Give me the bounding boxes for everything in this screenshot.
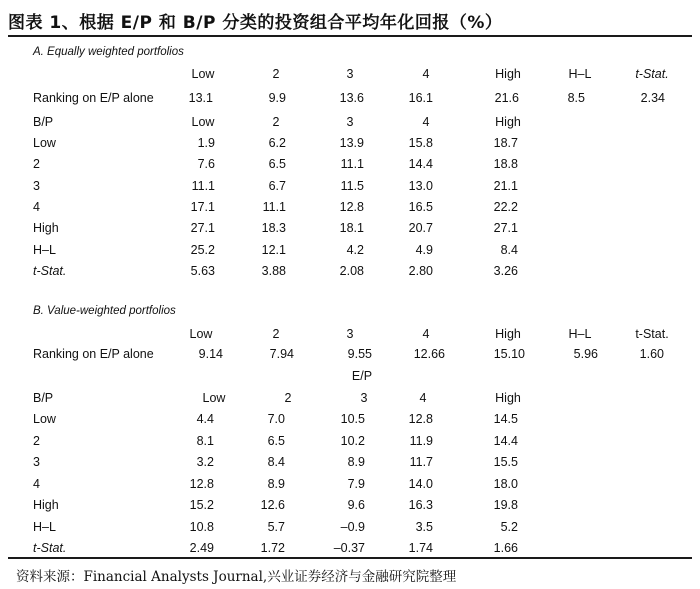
panel-b-row-label: 3 bbox=[33, 455, 40, 469]
panel-a-row-value: 16.5 bbox=[408, 199, 433, 214]
panel-b-row-value: 3.2 bbox=[196, 455, 214, 469]
panel-b-row-value: 6.5 bbox=[267, 433, 285, 448]
panel-b-ranking-value: 9.14 bbox=[198, 347, 223, 361]
panel-b-row-value: 3.5 bbox=[415, 519, 433, 534]
panel-a-row-label: High bbox=[33, 221, 59, 236]
panel-b-bp-header-cell: 4 bbox=[419, 391, 427, 405]
panel-b-row-label: 2 bbox=[33, 433, 40, 448]
panel-b-row-value: 18.0 bbox=[493, 476, 518, 491]
panel-a-row-value: 27.1 bbox=[493, 221, 518, 236]
panel-a-row-value: 12.8 bbox=[339, 199, 364, 214]
panel-b-row-value: 14.0 bbox=[408, 476, 433, 491]
panel-a-title: A. Equally weighted portfolios bbox=[33, 46, 184, 58]
panel-b-row-value: 14.5 bbox=[493, 412, 518, 426]
panel-b-header-cell: 4 bbox=[422, 327, 430, 341]
panel-b-row-value: 12.8 bbox=[189, 476, 214, 491]
panel-b-ranking-value: 7.94 bbox=[269, 347, 294, 361]
source-note: 资料来源：Financial Analysts Journal,兴业证券经济与金融研究院整理 bbox=[16, 569, 457, 585]
panel-a-bp-header-cell: 3 bbox=[346, 115, 354, 129]
panel-b-ranking-value: 12.66 bbox=[413, 347, 445, 361]
panel-b-row-value: 10.2 bbox=[340, 433, 365, 448]
panel-a-ranking-value: 13.1 bbox=[188, 91, 213, 105]
panel-b-row-value: 5.2 bbox=[500, 519, 518, 534]
panel-a-row-value: 7.6 bbox=[197, 157, 215, 172]
panel-a-row-value: 14.4 bbox=[408, 157, 433, 172]
panel-b-bp-header-cell: 3 bbox=[360, 391, 368, 405]
panel-b-row-value: 15.2 bbox=[189, 498, 214, 512]
panel-a-row-value: 3.26 bbox=[493, 263, 518, 278]
panel-a-row-value: 18.8 bbox=[493, 157, 518, 172]
panel-b-row-value: 12.6 bbox=[260, 498, 285, 512]
top-rule bbox=[8, 35, 692, 37]
panel-b-row-value: 11.9 bbox=[409, 433, 433, 448]
panel-a-row-label: 3 bbox=[33, 178, 40, 193]
panel-a-row-value: 21.1 bbox=[493, 178, 518, 193]
panel-b-row-value: 10.5 bbox=[340, 412, 365, 426]
panel-a-row-value: 5.63 bbox=[190, 263, 215, 278]
panel-a-bp-header-cell: 4 bbox=[422, 115, 430, 129]
panel-b-row-value: –0.9 bbox=[340, 519, 365, 534]
panel-b-header-cell: 3 bbox=[346, 327, 354, 341]
panel-a-row-value: 13.0 bbox=[408, 178, 433, 193]
panel-a-row-value: 2.80 bbox=[408, 263, 433, 278]
panel-a-bp-header-cell: Low bbox=[191, 115, 215, 129]
panel-b-row-value: 5.7 bbox=[267, 519, 285, 534]
panel-a-bp-header-cell: High bbox=[495, 115, 521, 129]
panel-a-row-value: 15.8 bbox=[408, 136, 433, 150]
panel-b-row-label: 4 bbox=[33, 476, 40, 491]
panel-b-row-label: H–L bbox=[33, 519, 56, 534]
panel-b-row-value: 8.9 bbox=[267, 476, 285, 491]
panel-a-row-label: 4 bbox=[33, 199, 40, 214]
panel-b-title: B. Value-weighted portfolios bbox=[33, 305, 176, 317]
panel-a-row-value: 13.9 bbox=[339, 136, 364, 150]
panel-a-header-cell: 3 bbox=[346, 67, 354, 81]
panel-a-ranking-value: 9.9 bbox=[268, 91, 286, 105]
panel-b-row-value: 7.9 bbox=[347, 476, 365, 491]
panel-b-row-value: 10.8 bbox=[189, 519, 214, 534]
panel-b-bp-header-cell: High bbox=[495, 391, 521, 405]
panel-a-row-value: 2.08 bbox=[339, 263, 364, 278]
panel-a-row-value: 17.1 bbox=[190, 199, 215, 214]
panel-b-row-value: 9.6 bbox=[347, 498, 365, 512]
panel-b-header-cell: 2 bbox=[272, 327, 280, 341]
panel-a-row-value: 22.2 bbox=[493, 199, 518, 214]
panel-a-ranking-value: 16.1 bbox=[408, 91, 433, 105]
panel-b-ranking-value: 5.96 bbox=[573, 347, 598, 361]
panel-b-row-value: 15.5 bbox=[493, 455, 518, 469]
panel-a-row-value: 4.9 bbox=[415, 242, 433, 257]
panel-a-ranking-value: 13.6 bbox=[339, 91, 364, 105]
panel-a-row-value: 11.1 bbox=[340, 157, 364, 172]
panel-b-ranking-label: Ranking on E/P alone bbox=[33, 347, 154, 361]
bottom-rule bbox=[8, 557, 692, 559]
panel-a-row-value: 1.9 bbox=[197, 136, 215, 150]
panel-a-header-cell: Low bbox=[191, 67, 215, 81]
panel-b-row-value: 19.8 bbox=[493, 498, 518, 512]
panel-a-header-cell: H–L bbox=[568, 67, 592, 81]
panel-b-bp-label: B/P bbox=[33, 391, 54, 405]
panel-b-row-label: High bbox=[33, 498, 59, 512]
panel-b-row-label: t-Stat. bbox=[33, 541, 67, 555]
panel-a-ranking-value: 8.5 bbox=[567, 91, 585, 105]
panel-a-bp-header-cell: 2 bbox=[272, 115, 280, 129]
panel-b-row-value: 4.4 bbox=[196, 412, 214, 426]
panel-a-row-label: H–L bbox=[33, 242, 56, 257]
panel-a-row-value: 18.7 bbox=[493, 136, 518, 150]
panel-b-ranking-value: 15.10 bbox=[493, 347, 525, 361]
panel-b-row-value: 14.4 bbox=[493, 433, 518, 448]
panel-b-header-cell: H–L bbox=[568, 327, 592, 341]
panel-a-row-value: 25.2 bbox=[190, 242, 215, 257]
panel-a-row-value: 6.5 bbox=[268, 157, 286, 172]
panel-a-row-value: 18.3 bbox=[261, 221, 286, 236]
panel-b-row-value: 11.7 bbox=[409, 455, 433, 469]
panel-b-row-value: 8.9 bbox=[347, 455, 365, 469]
panel-b-ranking-value: 9.55 bbox=[347, 347, 372, 361]
panel-b-row-value: 7.0 bbox=[267, 412, 285, 426]
panel-b-row-value: 2.49 bbox=[189, 541, 214, 555]
panel-a-header-cell: High bbox=[495, 67, 521, 81]
panel-a-row-value: 6.7 bbox=[268, 178, 286, 193]
panel-b-row-label: Low bbox=[33, 412, 56, 426]
panel-a-row-value: 20.7 bbox=[408, 221, 433, 236]
panel-b-ranking-value: 1.60 bbox=[639, 347, 664, 361]
panel-a-row-value: 11.5 bbox=[340, 178, 364, 193]
panel-b-bp-header-cell: Low bbox=[202, 391, 226, 405]
panel-a-row-label: t-Stat. bbox=[33, 263, 67, 278]
panel-a-ranking-value: 2.34 bbox=[640, 91, 665, 105]
panel-b-row-value: 1.72 bbox=[260, 541, 285, 555]
panel-a-row-value: 12.1 bbox=[261, 242, 286, 257]
panel-a-row-value: 27.1 bbox=[190, 221, 215, 236]
panel-a-row-value: 3.88 bbox=[261, 263, 286, 278]
panel-a-row-value: 11.1 bbox=[262, 199, 286, 214]
panel-b-row-value: 1.66 bbox=[493, 541, 518, 555]
panel-b-row-value: 8.4 bbox=[267, 455, 285, 469]
panel-a-row-label: 2 bbox=[33, 157, 40, 172]
figure-title: 图表 1、根据 E/P 和 B/P 分类的投资组合平均年化回报（%） bbox=[8, 13, 503, 33]
panel-a-header-cell: t-Stat. bbox=[635, 67, 669, 81]
panel-b-row-value: –0.37 bbox=[333, 541, 365, 555]
panel-b-ep-label: E/P bbox=[351, 369, 373, 383]
panel-b-header-cell: High bbox=[495, 327, 521, 341]
panel-a-ranking-value: 21.6 bbox=[494, 91, 519, 105]
panel-a-header-cell: 4 bbox=[422, 67, 430, 81]
panel-a-row-value: 11.1 bbox=[191, 178, 215, 193]
panel-a-ranking-label: Ranking on E/P alone bbox=[33, 91, 154, 105]
panel-b-row-value: 8.1 bbox=[196, 433, 214, 448]
panel-b-header-cell: Low bbox=[189, 327, 213, 341]
panel-a-row-value: 6.2 bbox=[268, 136, 286, 150]
panel-b-row-value: 12.8 bbox=[408, 412, 433, 426]
panel-a-bp-label: B/P bbox=[33, 115, 54, 129]
panel-b-bp-header-cell: 2 bbox=[284, 391, 292, 405]
panel-a-row-value: 8.4 bbox=[500, 242, 518, 257]
panel-a-row-label: Low bbox=[33, 136, 56, 150]
panel-a-row-value: 18.1 bbox=[339, 221, 364, 236]
panel-b-row-value: 16.3 bbox=[408, 498, 433, 512]
panel-a-header-cell: 2 bbox=[272, 67, 280, 81]
panel-b-row-value: 1.74 bbox=[408, 541, 433, 555]
panel-b-header-cell: t-Stat. bbox=[635, 327, 669, 341]
panel-a-row-value: 4.2 bbox=[346, 242, 364, 257]
